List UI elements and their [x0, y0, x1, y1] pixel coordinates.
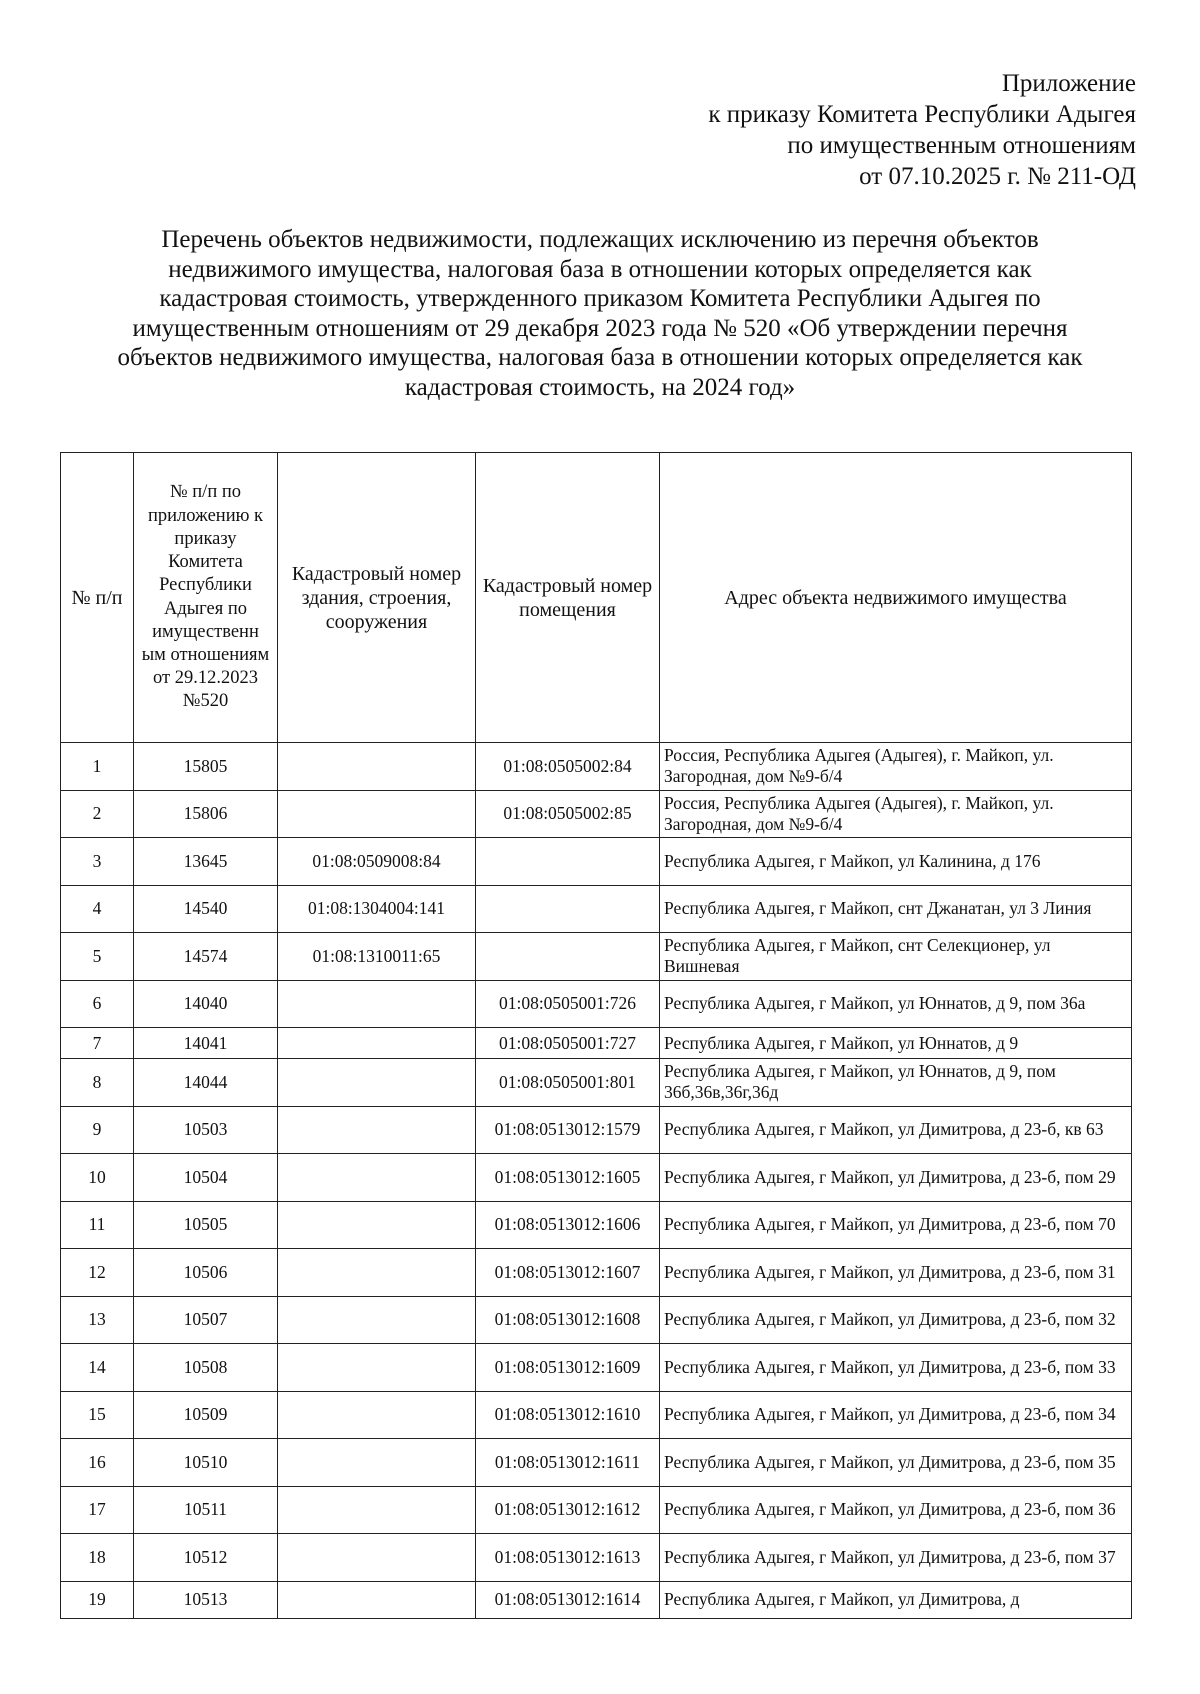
- cell-num: 16: [61, 1439, 134, 1487]
- cell-ref: 10504: [134, 1154, 278, 1202]
- cell-address: Республика Адыгея, г Майкоп, ул Димитрова, д 23-б, кв 63: [660, 1106, 1132, 1154]
- cell-address: Республика Адыгея, г Майкоп, ул Димитрова, д 23-б, пом 35: [660, 1439, 1132, 1487]
- cell-ref: 14041: [134, 1028, 278, 1059]
- table-row: [61, 980, 1132, 1028]
- title-line: кадастровая стоимость, утвержденного приказом Комитета Республики Адыгея по: [159, 285, 1041, 312]
- table-row: [61, 838, 1132, 886]
- cell-address: Республика Адыгея, г Майкоп, снт Селекционер, ул Вишневая: [660, 933, 1132, 981]
- table-row: [61, 1201, 1132, 1249]
- table-row: [61, 743, 1132, 791]
- appendix-line: к приказу Комитета Республики Адыгея: [708, 101, 1136, 128]
- cell-building: [278, 1028, 476, 1059]
- cell-address: Республика Адыгея, г Майкоп, ул Димитрова, д 23-б, пом 31: [660, 1249, 1132, 1297]
- cell-num: 13: [61, 1296, 134, 1344]
- cell-room: 01:08:0505001:727: [476, 1028, 660, 1059]
- cell-ref: 14574: [134, 933, 278, 981]
- table-row: [61, 1439, 1132, 1487]
- cell-room: 01:08:0513012:1605: [476, 1154, 660, 1202]
- cell-building: 01:08:1310011:65: [278, 933, 476, 981]
- cell-num: 6: [61, 980, 134, 1028]
- cell-num: 10: [61, 1154, 134, 1202]
- cell-ref: 14044: [134, 1059, 278, 1107]
- cell-num: 2: [61, 790, 134, 838]
- table-row: [61, 790, 1132, 838]
- cell-ref: 14540: [134, 885, 278, 933]
- cell-address: Республика Адыгея, г Майкоп, ул Димитрова, д 23-б, пом 33: [660, 1344, 1132, 1392]
- cell-num: 17: [61, 1486, 134, 1534]
- cell-building: [278, 1486, 476, 1534]
- cell-room: 01:08:0513012:1606: [476, 1201, 660, 1249]
- cell-num: 1: [61, 743, 134, 791]
- cell-room: 01:08:0513012:1614: [476, 1581, 660, 1618]
- cell-ref: 15805: [134, 743, 278, 791]
- table-row: [61, 933, 1132, 981]
- cell-num: 7: [61, 1028, 134, 1059]
- table-row: [61, 1106, 1132, 1154]
- table-row: [61, 1486, 1132, 1534]
- cell-ref: 10507: [134, 1296, 278, 1344]
- cell-num: 11: [61, 1201, 134, 1249]
- table-row: [61, 1296, 1132, 1344]
- cell-address: Республика Адыгея, г Майкоп, ул Димитрова, д 23-б, пом 29: [660, 1154, 1132, 1202]
- cell-address: Республика Адыгея, г Майкоп, ул Юннатов, д 9: [660, 1028, 1132, 1059]
- appendix-line: по имущественным отношениям: [787, 132, 1136, 159]
- cell-room: 01:08:0513012:1609: [476, 1344, 660, 1392]
- cell-ref: 10510: [134, 1439, 278, 1487]
- cell-num: 8: [61, 1059, 134, 1107]
- cell-building: [278, 1059, 476, 1107]
- cell-building: [278, 1344, 476, 1392]
- cell-room: 01:08:0513012:1613: [476, 1534, 660, 1582]
- cell-room: 01:08:0513012:1579: [476, 1106, 660, 1154]
- cell-building: 01:08:0509008:84: [278, 838, 476, 886]
- cell-address: Россия, Республика Адыгея (Адыгея), г. Майкоп, ул. Загородная, дом №9-б/4: [660, 790, 1132, 838]
- cell-address: Республика Адыгея, г Майкоп, ул Димитрова, д 23-б, пом 37: [660, 1534, 1132, 1582]
- cell-room: [476, 885, 660, 933]
- cell-room: 01:08:0513012:1612: [476, 1486, 660, 1534]
- cell-ref: 10503: [134, 1106, 278, 1154]
- header-room: Кадастровый номер помещения: [476, 453, 660, 743]
- table-header-row: [61, 453, 1132, 743]
- cell-num: 12: [61, 1249, 134, 1297]
- cell-num: 15: [61, 1391, 134, 1439]
- cell-address: Республика Адыгея, г Майкоп, ул Димитрова, д 23-б, пом 70: [660, 1201, 1132, 1249]
- cell-room: 01:08:0505001:801: [476, 1059, 660, 1107]
- table-row: [61, 1249, 1132, 1297]
- cell-ref: 10509: [134, 1391, 278, 1439]
- appendix-header: [616, 68, 1136, 192]
- cell-room: 01:08:0505002:85: [476, 790, 660, 838]
- table-row: [61, 1391, 1132, 1439]
- table-body: [61, 743, 1132, 1619]
- header-building: Кадастровый номер здания, строения, сооружения: [278, 453, 476, 743]
- cell-address: Республика Адыгея, г Майкоп, снт Джанатан, ул 3 Линия: [660, 885, 1132, 933]
- cell-building: [278, 1534, 476, 1582]
- cell-building: [278, 1391, 476, 1439]
- table-row: [61, 1534, 1132, 1582]
- table-row: [61, 1581, 1132, 1618]
- cell-address: Республика Адыгея, г Майкоп, ул Димитрова, д 23-б, пом 34: [660, 1391, 1132, 1439]
- header-num: № п/п: [61, 453, 134, 743]
- cell-building: [278, 1249, 476, 1297]
- title-line: недвижимого имущества, налоговая база в отношении которых определяется как: [168, 255, 1032, 283]
- header-address: Адрес объекта недвижимого имущества: [660, 453, 1132, 743]
- cell-ref: 15806: [134, 790, 278, 838]
- cell-address: Республика Адыгея, г Майкоп, ул Димитрова, д 23-б, пом 36: [660, 1486, 1132, 1534]
- cell-num: 18: [61, 1534, 134, 1582]
- cell-room: 01:08:0513012:1610: [476, 1391, 660, 1439]
- cell-building: [278, 1581, 476, 1618]
- cell-num: 5: [61, 933, 134, 981]
- cell-num: 4: [61, 885, 134, 933]
- cell-address: Республика Адыгея, г Майкоп, ул Юннатов, д 9, пом 36б,36в,36г,36д: [660, 1059, 1132, 1107]
- cell-ref: 10512: [134, 1534, 278, 1582]
- cell-address: Республика Адыгея, г Майкоп, ул Калинина, д 176: [660, 838, 1132, 886]
- document-title: [30, 225, 1170, 402]
- cell-room: [476, 933, 660, 981]
- title-line: имущественным отношениям от 29 декабря 2023 года № 520 «Об утверждении перечня: [132, 314, 1068, 342]
- cell-ref: 10508: [134, 1344, 278, 1392]
- cell-ref: 10513: [134, 1581, 278, 1618]
- cell-num: 14: [61, 1344, 134, 1392]
- cell-address: Республика Адыгея, г Майкоп, ул Димитрова, д: [660, 1581, 1132, 1618]
- cell-num: 9: [61, 1106, 134, 1154]
- cell-building: [278, 1296, 476, 1344]
- cell-room: [476, 838, 660, 886]
- cell-ref: 14040: [134, 980, 278, 1028]
- cell-ref: 13645: [134, 838, 278, 886]
- table-row: [61, 885, 1132, 933]
- cell-address: Россия, Республика Адыгея (Адыгея), г. Майкоп, ул. Загородная, дом №9-б/4: [660, 743, 1132, 791]
- cell-ref: 10506: [134, 1249, 278, 1297]
- table-row: [61, 1059, 1132, 1107]
- cell-num: 3: [61, 838, 134, 886]
- cell-building: 01:08:1304004:141: [278, 885, 476, 933]
- table-row: [61, 1344, 1132, 1392]
- cell-room: 01:08:0505001:726: [476, 980, 660, 1028]
- cell-building: [278, 743, 476, 791]
- header-ref: № п/п по приложению к приказу Комитета Республики Адыгея по имущественн ым отношениям от 29.12.2023 №520: [134, 453, 278, 743]
- cell-building: [278, 790, 476, 838]
- title-line: кадастровая стоимость, на 2024 год»: [404, 373, 796, 401]
- title-line: Перечень объектов недвижимости, подлежащих исключению из перечня объектов: [161, 226, 1039, 253]
- appendix-line: Приложение: [1001, 70, 1136, 97]
- cell-room: 01:08:0513012:1608: [476, 1296, 660, 1344]
- property-table: [60, 452, 1132, 1619]
- appendix-line: от 07.10.2025 г. № 211-ОД: [859, 163, 1136, 190]
- cell-address: Республика Адыгея, г Майкоп, ул Юннатов, д 9, пом 36а: [660, 980, 1132, 1028]
- table-row: [61, 1154, 1132, 1202]
- cell-room: 01:08:0505002:84: [476, 743, 660, 791]
- cell-address: Республика Адыгея, г Майкоп, ул Димитрова, д 23-б, пом 32: [660, 1296, 1132, 1344]
- cell-building: [278, 1439, 476, 1487]
- cell-building: [278, 980, 476, 1028]
- cell-num: 19: [61, 1581, 134, 1618]
- cell-building: [278, 1106, 476, 1154]
- cell-building: [278, 1201, 476, 1249]
- table-row: [61, 1028, 1132, 1059]
- cell-room: 01:08:0513012:1607: [476, 1249, 660, 1297]
- cell-building: [278, 1154, 476, 1202]
- cell-room: 01:08:0513012:1611: [476, 1439, 660, 1487]
- cell-ref: 10511: [134, 1486, 278, 1534]
- cell-ref: 10505: [134, 1201, 278, 1249]
- title-line: объектов недвижимого имущества, налоговая база в отношении которых определяется как: [117, 344, 1083, 371]
